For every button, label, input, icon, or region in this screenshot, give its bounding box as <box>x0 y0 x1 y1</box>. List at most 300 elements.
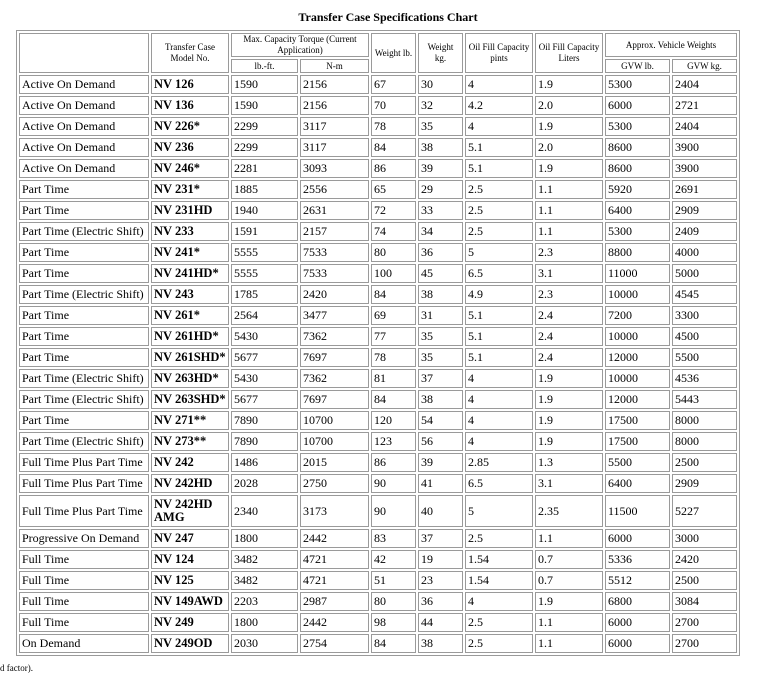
gvw-kg-cell: 3084 <box>672 592 737 611</box>
oil-pints-cell: 4 <box>465 411 533 430</box>
weight-lb-cell: 86 <box>371 159 416 178</box>
gvw-kg-cell: 2691 <box>672 180 737 199</box>
gvw-lb-cell: 17500 <box>605 432 670 451</box>
gvw-lb-cell: 6000 <box>605 634 670 653</box>
torque-nm-cell: 2015 <box>300 453 369 472</box>
model-cell: NV 231* <box>151 180 229 199</box>
weight-kg-cell: 34 <box>418 222 463 241</box>
model-cell: NV 242 <box>151 453 229 472</box>
type-cell: Full Time Plus Part Time <box>19 453 149 472</box>
oil-pints-cell: 5.1 <box>465 138 533 157</box>
oil-pints-cell: 6.5 <box>465 264 533 283</box>
gvw-lb-cell: 6000 <box>605 613 670 632</box>
weight-lb-cell: 86 <box>371 453 416 472</box>
torque-lbft-cell: 1590 <box>231 96 298 115</box>
gvw-lb-cell: 5336 <box>605 550 670 569</box>
gvw-lb-cell: 8600 <box>605 138 670 157</box>
gvw-lb-cell: 11000 <box>605 264 670 283</box>
type-cell: Part Time (Electric Shift) <box>19 432 149 451</box>
gvw-kg-cell: 2909 <box>672 201 737 220</box>
type-cell: Part Time <box>19 264 149 283</box>
torque-nm-cell: 2442 <box>300 529 369 548</box>
torque-lbft-cell: 5430 <box>231 369 298 388</box>
torque-nm-cell: 2754 <box>300 634 369 653</box>
weight-lb-cell: 84 <box>371 390 416 409</box>
weight-kg-cell: 54 <box>418 411 463 430</box>
gvw-lb-cell: 10000 <box>605 369 670 388</box>
weight-kg-cell: 38 <box>418 390 463 409</box>
oil-liters-cell: 2.35 <box>535 495 603 527</box>
oil-pints-cell: 4 <box>465 117 533 136</box>
table-row <box>19 222 737 241</box>
torque-nm-cell: 3117 <box>300 117 369 136</box>
gvw-lb-cell: 12000 <box>605 348 670 367</box>
gvw-kg-cell: 2500 <box>672 571 737 590</box>
torque-lbft-cell: 3482 <box>231 571 298 590</box>
torque-lbft-cell: 5555 <box>231 264 298 283</box>
oil-liters-cell: 1.9 <box>535 75 603 94</box>
table-row <box>19 159 737 178</box>
oil-pints-cell: 2.5 <box>465 529 533 548</box>
gvw-kg-cell: 4545 <box>672 285 737 304</box>
torque-lbft-cell: 2299 <box>231 138 298 157</box>
torque-nm-cell: 2750 <box>300 474 369 493</box>
type-cell: Part Time <box>19 201 149 220</box>
gvw-lb-cell: 5300 <box>605 117 670 136</box>
oil-pints-cell: 5.1 <box>465 348 533 367</box>
weight-kg-cell: 30 <box>418 75 463 94</box>
torque-lbft-cell: 2030 <box>231 634 298 653</box>
weight-lb-cell: 100 <box>371 264 416 283</box>
table-row <box>19 201 737 220</box>
torque-nm-cell: 2442 <box>300 613 369 632</box>
oil-liters-cell: 1.1 <box>535 613 603 632</box>
gvw-lb-cell: 6800 <box>605 592 670 611</box>
gvw-lb-cell: 6400 <box>605 201 670 220</box>
gvw-lb-cell: 10000 <box>605 285 670 304</box>
type-cell: Part Time (Electric Shift) <box>19 222 149 241</box>
oil-pints-cell: 5.1 <box>465 306 533 325</box>
weight-kg-cell: 37 <box>418 529 463 548</box>
type-cell: Full Time Plus Part Time <box>19 474 149 493</box>
gvw-kg-cell: 5443 <box>672 390 737 409</box>
weight-lb-cell: 69 <box>371 306 416 325</box>
torque-lbft-cell: 1785 <box>231 285 298 304</box>
torque-nm-cell: 2556 <box>300 180 369 199</box>
torque-nm-cell: 7533 <box>300 243 369 262</box>
gvw-lb-cell: 5300 <box>605 222 670 241</box>
model-cell: NV 236 <box>151 138 229 157</box>
weight-lb-header: Weight lb. <box>371 33 416 73</box>
torque-lbft-cell: 1486 <box>231 453 298 472</box>
gvw-kg-cell: 2409 <box>672 222 737 241</box>
torque-nm-cell: 3477 <box>300 306 369 325</box>
type-cell: Progressive On Demand <box>19 529 149 548</box>
table-row <box>19 529 737 548</box>
weight-lb-cell: 90 <box>371 495 416 527</box>
weight-kg-cell: 29 <box>418 180 463 199</box>
model-cell: NV 243 <box>151 285 229 304</box>
oil-liters-cell: 3.1 <box>535 264 603 283</box>
oil-liters-cell: 1.1 <box>535 222 603 241</box>
type-header <box>19 33 149 73</box>
torque-nm-cell: 2987 <box>300 592 369 611</box>
type-cell: Full Time <box>19 550 149 569</box>
torque-nm-cell: 2156 <box>300 96 369 115</box>
table-row <box>19 634 737 653</box>
gvw-kg-cell: 4500 <box>672 327 737 346</box>
spec-table <box>16 30 740 656</box>
weight-lb-cell: 65 <box>371 180 416 199</box>
weight-lb-cell: 81 <box>371 369 416 388</box>
gvw-kg-cell: 8000 <box>672 432 737 451</box>
table-row <box>19 571 737 590</box>
weight-kg-cell: 41 <box>418 474 463 493</box>
weight-lb-cell: 80 <box>371 592 416 611</box>
gvw-lb-cell: 12000 <box>605 390 670 409</box>
model-cell: NV 263HD* <box>151 369 229 388</box>
weight-kg-cell: 31 <box>418 306 463 325</box>
type-cell: Part Time (Electric Shift) <box>19 285 149 304</box>
torque-lbft-cell: 5677 <box>231 348 298 367</box>
torque-lbft-cell: 1800 <box>231 613 298 632</box>
type-cell: Full Time <box>19 571 149 590</box>
torque-nm-cell: 7533 <box>300 264 369 283</box>
type-cell: Full Time <box>19 592 149 611</box>
model-cell: NV 261SHD* <box>151 348 229 367</box>
gvw-kg-cell: 2700 <box>672 613 737 632</box>
gvw-lb-cell: 8800 <box>605 243 670 262</box>
oil-pints-cell: 4 <box>465 592 533 611</box>
gvw-kg-cell: 2700 <box>672 634 737 653</box>
model-cell: NV 241HD* <box>151 264 229 283</box>
oil-liters-cell: 2.3 <box>535 285 603 304</box>
oil-liters-cell: 1.9 <box>535 432 603 451</box>
oil-pints-cell: 4 <box>465 75 533 94</box>
model-cell: NV 247 <box>151 529 229 548</box>
weight-kg-cell: 35 <box>418 348 463 367</box>
page-title: Transfer Case Specifications Chart <box>298 10 478 24</box>
torque-nm-cell: 2157 <box>300 222 369 241</box>
oil-liters-cell: 1.9 <box>535 411 603 430</box>
table-row <box>19 474 737 493</box>
table-row <box>19 285 737 304</box>
oil-liters-cell: 1.1 <box>535 529 603 548</box>
model-cell: NV 263SHD* <box>151 390 229 409</box>
type-cell: Active On Demand <box>19 117 149 136</box>
model-cell: NV 226* <box>151 117 229 136</box>
weight-lb-cell: 72 <box>371 201 416 220</box>
torque-nm-cell: 2156 <box>300 75 369 94</box>
torque-lbft-header: lb.-ft. <box>231 59 298 73</box>
gvw-kg-header: GVW kg. <box>672 59 737 73</box>
torque-lbft-cell: 1590 <box>231 75 298 94</box>
oil-liters-cell: 2.4 <box>535 348 603 367</box>
gvw-kg-cell: 5500 <box>672 348 737 367</box>
weight-lb-cell: 67 <box>371 75 416 94</box>
type-cell: Active On Demand <box>19 96 149 115</box>
oil-liters-cell: 0.7 <box>535 550 603 569</box>
oil-liters-cell: 2.3 <box>535 243 603 262</box>
oil-pints-cell: 2.5 <box>465 201 533 220</box>
gvw-kg-cell: 2721 <box>672 96 737 115</box>
gvw-kg-cell: 2404 <box>672 117 737 136</box>
footer-note: d factor). <box>0 663 33 673</box>
gvw-kg-cell: 5227 <box>672 495 737 527</box>
torque-nm-cell: 4721 <box>300 550 369 569</box>
weight-kg-cell: 35 <box>418 327 463 346</box>
table-row <box>19 327 737 346</box>
model-cell: NV 125 <box>151 571 229 590</box>
gvw-lb-cell: 11500 <box>605 495 670 527</box>
table-row <box>19 453 737 472</box>
torque-lbft-cell: 1940 <box>231 201 298 220</box>
torque-lbft-cell: 3482 <box>231 550 298 569</box>
torque-header: Max. Capacity Torque (Current Application) <box>231 33 369 57</box>
gvw-kg-cell: 3900 <box>672 138 737 157</box>
weight-kg-cell: 45 <box>418 264 463 283</box>
table-row <box>19 243 737 262</box>
torque-lbft-cell: 2340 <box>231 495 298 527</box>
weight-lb-cell: 74 <box>371 222 416 241</box>
gvw-kg-cell: 3900 <box>672 159 737 178</box>
model-cell: NV 261HD* <box>151 327 229 346</box>
model-cell: NV 241* <box>151 243 229 262</box>
torque-nm-cell: 2631 <box>300 201 369 220</box>
table-row <box>19 592 737 611</box>
weight-kg-cell: 32 <box>418 96 463 115</box>
type-cell: Part Time <box>19 306 149 325</box>
gvw-lb-cell: 7200 <box>605 306 670 325</box>
type-cell: Part Time <box>19 180 149 199</box>
table-row <box>19 306 737 325</box>
oil-liters-cell: 1.9 <box>535 117 603 136</box>
torque-lbft-cell: 2028 <box>231 474 298 493</box>
weight-kg-cell: 38 <box>418 285 463 304</box>
gvw-lb-cell: 6000 <box>605 96 670 115</box>
table-body <box>19 75 737 653</box>
weight-kg-cell: 19 <box>418 550 463 569</box>
gvw-kg-cell: 3000 <box>672 529 737 548</box>
type-cell: Active On Demand <box>19 159 149 178</box>
oil-liters-cell: 2.0 <box>535 96 603 115</box>
gvw-kg-cell: 2500 <box>672 453 737 472</box>
torque-lbft-cell: 5677 <box>231 390 298 409</box>
weight-kg-cell: 33 <box>418 201 463 220</box>
gvw-kg-cell: 4000 <box>672 243 737 262</box>
table-row <box>19 432 737 451</box>
weight-lb-cell: 98 <box>371 613 416 632</box>
gvw-kg-cell: 2404 <box>672 75 737 94</box>
gvw-lb-cell: 8600 <box>605 159 670 178</box>
oil-liters-header: Oil Fill Capacity Liters <box>535 33 603 73</box>
oil-liters-cell: 1.9 <box>535 369 603 388</box>
weight-lb-cell: 84 <box>371 634 416 653</box>
table-row <box>19 369 737 388</box>
oil-pints-cell: 5 <box>465 243 533 262</box>
gvw-lb-cell: 17500 <box>605 411 670 430</box>
oil-liters-cell: 0.7 <box>535 571 603 590</box>
model-cell: NV 249 <box>151 613 229 632</box>
model-cell: NV 149AWD <box>151 592 229 611</box>
torque-nm-cell: 3117 <box>300 138 369 157</box>
type-cell: Part Time <box>19 348 149 367</box>
weight-lb-cell: 51 <box>371 571 416 590</box>
model-cell: NV 271** <box>151 411 229 430</box>
weight-kg-cell: 39 <box>418 159 463 178</box>
model-cell: NV 126 <box>151 75 229 94</box>
type-cell: Active On Demand <box>19 75 149 94</box>
oil-pints-cell: 5.1 <box>465 327 533 346</box>
gvw-lb-cell: 5500 <box>605 453 670 472</box>
oil-pints-cell: 4 <box>465 390 533 409</box>
torque-lbft-cell: 7890 <box>231 432 298 451</box>
weight-lb-cell: 84 <box>371 285 416 304</box>
torque-nm-header: N-m <box>300 59 369 73</box>
table-row <box>19 117 737 136</box>
model-header: Transfer Case Model No. <box>151 33 229 73</box>
model-cell: NV 261* <box>151 306 229 325</box>
oil-pints-cell: 5.1 <box>465 159 533 178</box>
weight-kg-cell: 36 <box>418 243 463 262</box>
type-cell: Part Time <box>19 243 149 262</box>
model-cell: NV 233 <box>151 222 229 241</box>
oil-liters-cell: 2.4 <box>535 306 603 325</box>
weight-lb-cell: 84 <box>371 138 416 157</box>
oil-liters-cell: 1.9 <box>535 390 603 409</box>
gvw-lb-cell: 10000 <box>605 327 670 346</box>
oil-liters-cell: 3.1 <box>535 474 603 493</box>
torque-lbft-cell: 1591 <box>231 222 298 241</box>
table-row <box>19 180 737 199</box>
torque-nm-cell: 7697 <box>300 348 369 367</box>
torque-nm-cell: 10700 <box>300 411 369 430</box>
table-row <box>19 138 737 157</box>
table-row <box>19 411 737 430</box>
gvw-lb-cell: 5300 <box>605 75 670 94</box>
weight-kg-cell: 38 <box>418 138 463 157</box>
oil-pints-cell: 4.2 <box>465 96 533 115</box>
torque-nm-cell: 3093 <box>300 159 369 178</box>
weight-lb-cell: 77 <box>371 327 416 346</box>
weight-kg-cell: 37 <box>418 369 463 388</box>
oil-pints-cell: 4 <box>465 432 533 451</box>
weight-kg-header: Weight kg. <box>418 33 463 73</box>
torque-nm-cell: 2420 <box>300 285 369 304</box>
oil-pints-cell: 2.85 <box>465 453 533 472</box>
oil-liters-cell: 1.1 <box>535 634 603 653</box>
oil-liters-cell: 1.9 <box>535 159 603 178</box>
type-cell: Part Time (Electric Shift) <box>19 390 149 409</box>
table-row <box>19 550 737 569</box>
oil-pints-cell: 4 <box>465 369 533 388</box>
gvw-kg-cell: 5000 <box>672 264 737 283</box>
gvw-kg-cell: 8000 <box>672 411 737 430</box>
table-row <box>19 495 737 527</box>
type-cell: Full Time Plus Part Time <box>19 495 149 527</box>
torque-lbft-cell: 2299 <box>231 117 298 136</box>
torque-lbft-cell: 5555 <box>231 243 298 262</box>
oil-pints-cell: 2.5 <box>465 634 533 653</box>
gvw-kg-cell: 2420 <box>672 550 737 569</box>
weight-lb-cell: 80 <box>371 243 416 262</box>
oil-liters-cell: 1.3 <box>535 453 603 472</box>
oil-pints-cell: 6.5 <box>465 474 533 493</box>
weight-kg-cell: 40 <box>418 495 463 527</box>
oil-pints-cell: 5 <box>465 495 533 527</box>
model-cell: NV 242HD <box>151 474 229 493</box>
table-row <box>19 390 737 409</box>
weight-kg-cell: 39 <box>418 453 463 472</box>
type-cell: Part Time (Electric Shift) <box>19 369 149 388</box>
table-row <box>19 96 737 115</box>
torque-nm-cell: 10700 <box>300 432 369 451</box>
weight-lb-cell: 70 <box>371 96 416 115</box>
weight-kg-cell: 56 <box>418 432 463 451</box>
gvw-lb-cell: 6400 <box>605 474 670 493</box>
oil-liters-cell: 1.1 <box>535 180 603 199</box>
table-row <box>19 75 737 94</box>
model-cell: NV 136 <box>151 96 229 115</box>
table-row <box>19 348 737 367</box>
gvw-lb-cell: 6000 <box>605 529 670 548</box>
weight-lb-cell: 120 <box>371 411 416 430</box>
gvw-kg-cell: 3300 <box>672 306 737 325</box>
weight-kg-cell: 38 <box>418 634 463 653</box>
table-row <box>19 264 737 283</box>
oil-pints-cell: 1.54 <box>465 571 533 590</box>
torque-lbft-cell: 2281 <box>231 159 298 178</box>
gvw-lb-cell: 5920 <box>605 180 670 199</box>
weight-lb-cell: 90 <box>371 474 416 493</box>
gvw-kg-cell: 4536 <box>672 369 737 388</box>
table-row <box>19 613 737 632</box>
weight-kg-cell: 44 <box>418 613 463 632</box>
weight-lb-cell: 123 <box>371 432 416 451</box>
type-cell: Full Time <box>19 613 149 632</box>
torque-nm-cell: 7697 <box>300 390 369 409</box>
model-cell: NV 249OD <box>151 634 229 653</box>
torque-lbft-cell: 1800 <box>231 529 298 548</box>
oil-pints-cell: 2.5 <box>465 180 533 199</box>
torque-lbft-cell: 5430 <box>231 327 298 346</box>
gvw-lb-header: GVW lb. <box>605 59 670 73</box>
oil-pints-cell: 1.54 <box>465 550 533 569</box>
weight-lb-cell: 83 <box>371 529 416 548</box>
weight-kg-cell: 36 <box>418 592 463 611</box>
vehicle-weights-header: Approx. Vehicle Weights <box>605 33 737 57</box>
torque-nm-cell: 4721 <box>300 571 369 590</box>
gvw-lb-cell: 5512 <box>605 571 670 590</box>
torque-nm-cell: 3173 <box>300 495 369 527</box>
torque-lbft-cell: 7890 <box>231 411 298 430</box>
model-cell: NV 124 <box>151 550 229 569</box>
oil-liters-cell: 2.0 <box>535 138 603 157</box>
torque-lbft-cell: 1885 <box>231 180 298 199</box>
type-cell: Part Time <box>19 411 149 430</box>
oil-liters-cell: 1.1 <box>535 201 603 220</box>
gvw-kg-cell: 2909 <box>672 474 737 493</box>
torque-lbft-cell: 2564 <box>231 306 298 325</box>
model-cell: NV 246* <box>151 159 229 178</box>
model-cell: NV 273** <box>151 432 229 451</box>
weight-lb-cell: 78 <box>371 117 416 136</box>
oil-liters-cell: 1.9 <box>535 592 603 611</box>
oil-pints-cell: 4.9 <box>465 285 533 304</box>
torque-nm-cell: 7362 <box>300 327 369 346</box>
weight-lb-cell: 42 <box>371 550 416 569</box>
model-cell: NV 231HD <box>151 201 229 220</box>
